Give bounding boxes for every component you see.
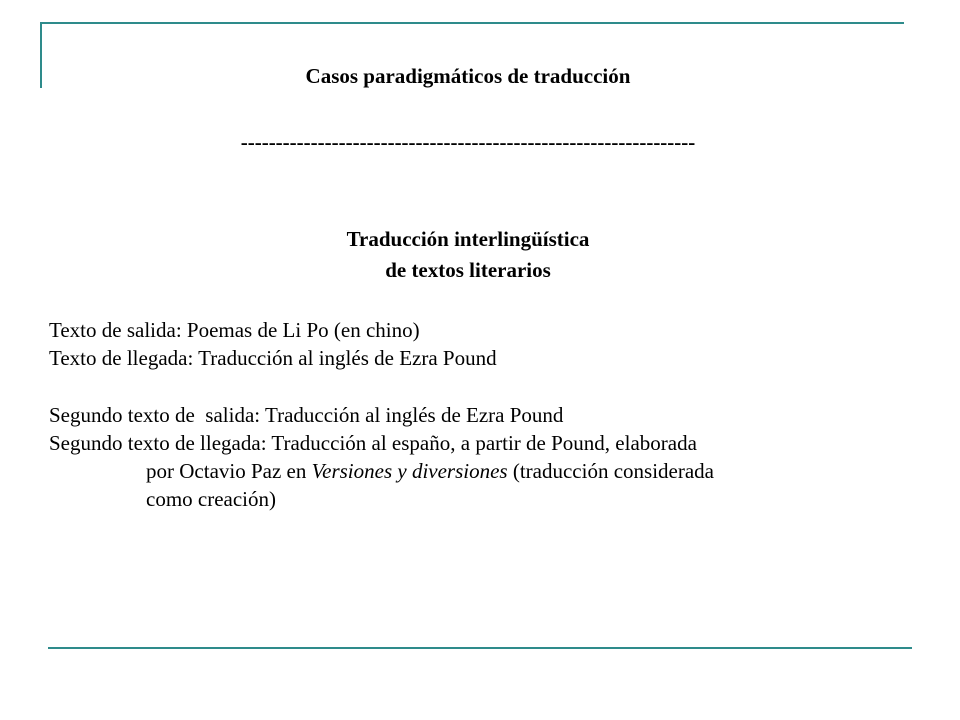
book-title: Versiones y diversiones [311,459,508,483]
top-rule [40,22,904,24]
continuation-text-end: (traducción considerada [507,459,714,483]
body-text [49,316,929,513]
subtitle [0,224,936,286]
second-target-continuation [49,457,929,485]
bottom-rule [48,647,912,649]
dashed-separator: ----------------------------------------------------------------- [240,130,696,154]
subtitle-line-2: de textos literarios [385,258,551,282]
subtitle-line-1: Traducción interlingüística [346,227,590,251]
second-source-text-line: Segundo texto de salida: Traducción al inglés de Ezra Pound [49,403,564,427]
slide-title: Casos paradigmáticos de traducción [305,64,631,88]
paragraph-gap [49,372,929,401]
target-text-line: Texto de llegada: Traducción al inglés de Ezra Pound [49,346,497,370]
second-target-continuation-end: como creación) [146,487,277,511]
second-target-text-line: Segundo texto de llegada: Traducción al españo, a partir de Pound, elaborada [49,431,697,455]
source-text-line: Texto de salida: Poemas de Li Po (en chino) [49,318,420,342]
continuation-text-start: por Octavio Paz en [146,459,312,483]
